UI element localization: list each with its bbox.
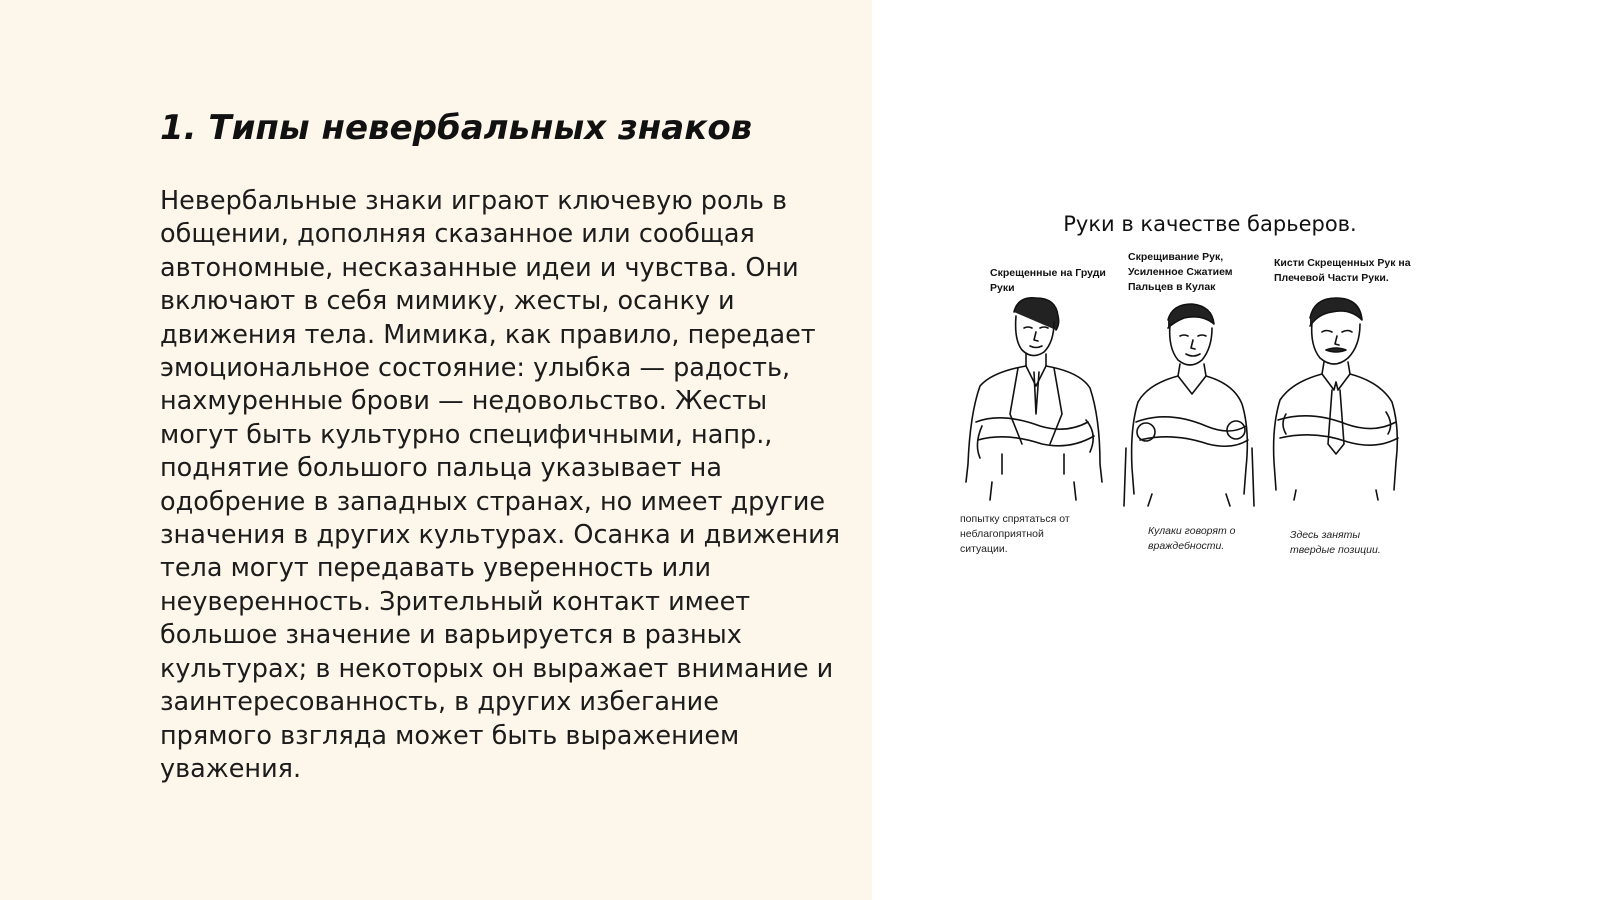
- panel-2-label: Скрещивание Рук, Усиленное Сжатием Пальцев в Кулак: [1128, 251, 1233, 293]
- body-line: прямого взгляда может быть выражением: [160, 720, 740, 751]
- panel-2-note: Кулаки говорят о враждебности.: [1148, 525, 1236, 552]
- body-line: могут быть культурно специфичными, напр.,: [160, 419, 773, 450]
- body-line: уважения.: [160, 753, 302, 784]
- body-line: нахмуренные брови — недовольство. Жесты: [160, 386, 768, 417]
- body-line: включают в себя мимику, жесты, осанку и: [160, 286, 735, 317]
- body-line: движения тела. Мимика, как правило, передает: [160, 319, 816, 350]
- person-1-drawing: [962, 294, 1107, 504]
- body-line: тела могут передавать уверенность или: [160, 553, 712, 584]
- body-line: поднятие большого пальца указывает на: [160, 453, 722, 484]
- person-3-drawing: [1266, 294, 1406, 504]
- slide-title: 1. Типы невербальных знаков: [160, 108, 753, 148]
- body-line: значения в других культурах. Осанка и движения: [160, 520, 841, 551]
- body-line: Невербальные знаки играют ключевую роль в: [160, 186, 788, 216]
- body-line: эмоциональное состояние: улыбка — радость,: [160, 353, 791, 384]
- arms-barrier-illustration: [960, 206, 1440, 576]
- figure-caption: Руки в качестве барьеров.: [1063, 212, 1357, 236]
- body-line: неуверенность. Зрительный контакт имеет: [160, 586, 751, 617]
- panel-3-label: Кисти Скрещенных Рук на Плечевой Части Руки.: [1274, 257, 1411, 284]
- panel-3-note: Здесь заняты твердые позиции.: [1290, 529, 1381, 556]
- panel-1-note: попытку спрятаться от неблагоприятной ситуации.: [960, 513, 1070, 555]
- body-line: общении, дополняя сказанное или сообщая: [160, 219, 755, 250]
- body-line: большое значение и варьируется в разных: [160, 620, 742, 651]
- panel-1-label: Скрещенные на Груди Руки: [990, 267, 1106, 294]
- body-line: культурах; в некоторых он выражает внимание и: [160, 653, 834, 684]
- body-line: заинтересованность, в других избегание: [160, 687, 719, 718]
- body-line: одобрение в западных странах, но имеет другие: [160, 486, 826, 517]
- person-2-drawing: [1122, 298, 1257, 508]
- body-paragraph: [160, 185, 850, 786]
- body-line: автономные, несказанные идеи и чувства. Они: [160, 252, 799, 283]
